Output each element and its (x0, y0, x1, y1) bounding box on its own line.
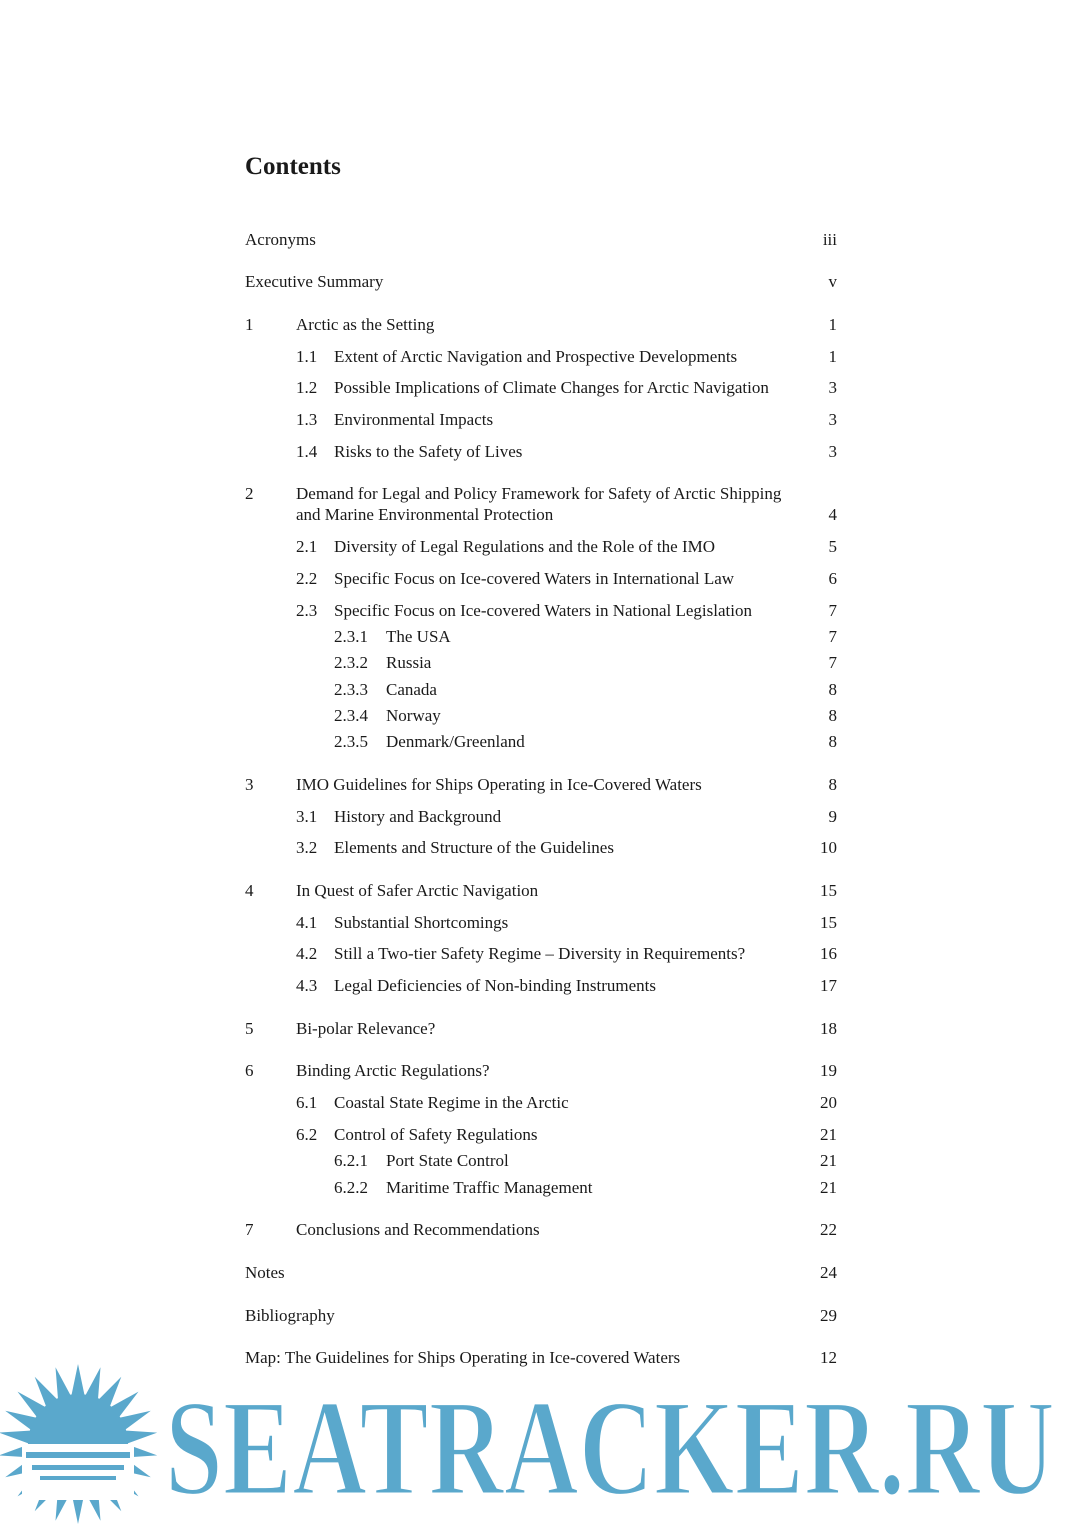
toc-entry-number: 2.3 (296, 601, 318, 620)
toc-entry-title: Legal Deficiencies of Non-binding Instruments (334, 976, 656, 995)
toc-entry-number: 3.1 (296, 807, 318, 826)
toc-entry-page: 5 (828, 537, 837, 556)
toc-entry-page: 15 (820, 881, 837, 900)
page-title: Contents (245, 153, 341, 180)
toc-entry-page: 1 (828, 347, 837, 366)
toc-entry-title: Conclusions and Recommendations (296, 1220, 540, 1239)
toc-entry-title: Acronyms (245, 230, 316, 249)
toc-entry-title: Denmark/Greenland (386, 732, 525, 751)
toc-entry-number: 2.2 (296, 569, 318, 588)
toc-entry-number: 2.3.5 (334, 732, 368, 751)
toc-entry-title: Substantial Shortcomings (334, 913, 509, 932)
toc-entry-page: 4 (828, 505, 837, 524)
toc-entry-page: 24 (820, 1263, 837, 1282)
toc-entry-title: Bi-polar Relevance? (296, 1019, 436, 1038)
toc-entry-page: 16 (820, 944, 837, 963)
toc-entry-page: 7 (828, 627, 837, 646)
toc-entry-title: Control of Safety Regulations (334, 1125, 538, 1144)
toc-entry-number: 1.1 (296, 347, 318, 366)
toc-entry-page: 17 (820, 976, 837, 995)
toc-entry-page: 19 (820, 1061, 837, 1080)
toc-entry-number: 2.3.4 (334, 706, 368, 725)
toc-entry-number: 2.3.2 (334, 653, 368, 672)
sun-icon (0, 1364, 157, 1524)
toc-entry-page: 10 (820, 838, 837, 857)
toc-entry-title: Russia (386, 653, 432, 672)
watermark-text: SEATRACKER.RU (165, 1371, 1055, 1524)
toc-entry-number: 2 (245, 484, 254, 503)
toc-entry-title: Map: The Guidelines for Ships Operating in Ice-covered Waters (245, 1348, 681, 1367)
toc-entry-number: 4 (245, 881, 254, 900)
toc-entry-page: 3 (828, 410, 837, 429)
toc-entry-title: Risks to the Safety of Lives (334, 442, 523, 461)
toc-entry-page: 21 (820, 1151, 837, 1170)
toc-entry-title: IMO Guidelines for Ships Operating in Ice-Covered Waters (296, 775, 702, 794)
toc-entry-page: 7 (828, 601, 837, 620)
toc-entry-number: 6.2.2 (334, 1178, 368, 1197)
toc-entry-number: 4.2 (296, 944, 318, 963)
toc-entry-number: 1.3 (296, 410, 318, 429)
toc-entry-page: 15 (820, 913, 837, 932)
toc-entry-number: 2.3.1 (334, 627, 368, 646)
toc-entry-page: 21 (820, 1125, 837, 1144)
table-of-contents (245, 0, 837, 1400)
toc-entry-page: iii (822, 230, 837, 249)
toc-entry-number: 6.2.1 (334, 1151, 368, 1170)
toc-entry-title: Norway (386, 706, 441, 725)
toc-entry-title: Environmental Impacts (334, 410, 494, 429)
toc-entry-title: The USA (386, 627, 451, 646)
toc-entry-number: 4.1 (296, 913, 318, 932)
toc-entry-number: 4.3 (296, 976, 318, 995)
toc-entry-title: Possible Implications of Climate Changes for Arctic Navigation (334, 378, 769, 397)
toc-entry-title: Canada (386, 680, 437, 699)
toc-entry-title: Extent of Arctic Navigation and Prospective Developments (334, 347, 738, 366)
toc-entry-page: 3 (828, 378, 837, 397)
toc-entry-number: 6.2 (296, 1125, 318, 1144)
toc-entry-number: 2.1 (296, 537, 318, 556)
toc-entry-title: Still a Two-tier Safety Regime – Diversity in Requirements? (334, 944, 746, 963)
toc-entry-title: Coastal State Regime in the Arctic (334, 1093, 569, 1112)
toc-entry-page: 9 (828, 807, 837, 826)
toc-entry-page: 8 (828, 732, 837, 751)
toc-entry-number: 3.2 (296, 838, 318, 857)
toc-entry-number: 6.1 (296, 1093, 318, 1112)
toc-entry-page: 6 (828, 569, 837, 588)
toc-entry-title: Bibliography (245, 1306, 335, 1325)
toc-entry-page: 8 (828, 680, 837, 699)
toc-entry-title: Demand for Legal and Policy Framework for Safety of Arctic Shipping (296, 484, 782, 503)
toc-entry-title: Diversity of Legal Regulations and the Role of the IMO (334, 537, 715, 556)
toc-entry-page: 7 (828, 653, 837, 672)
toc-entry-title: Notes (245, 1263, 285, 1282)
watermark (0, 1362, 1080, 1527)
toc-entry-title: In Quest of Safer Arctic Navigation (296, 881, 539, 900)
toc-entry-number: 3 (245, 775, 254, 794)
toc-entry-page: 3 (828, 442, 837, 461)
toc-entry-title: Specific Focus on Ice-covered Waters in National Legislation (334, 601, 752, 620)
toc-entry-page: 29 (820, 1306, 837, 1325)
toc-entry-page: 8 (828, 706, 837, 725)
toc-entry-title: Specific Focus on Ice-covered Waters in International Law (334, 569, 735, 588)
toc-entry-number: 7 (245, 1220, 254, 1239)
toc-entry-number: 6 (245, 1061, 254, 1080)
toc-entry-title: Elements and Structure of the Guidelines (334, 838, 614, 857)
toc-entry-page: 1 (828, 315, 837, 334)
toc-entry-page: 18 (820, 1019, 837, 1038)
toc-entry-title: Maritime Traffic Management (386, 1178, 593, 1197)
toc-entry-page: 12 (820, 1348, 837, 1367)
toc-entry-number: 1.4 (296, 442, 318, 461)
toc-entry-number: 2.3.3 (334, 680, 368, 699)
toc-entry-title: Binding Arctic Regulations? (296, 1061, 490, 1080)
toc-entry-number: 5 (245, 1019, 254, 1038)
toc-entry-title: Arctic as the Setting (296, 315, 435, 334)
toc-entry-number: 1.2 (296, 378, 318, 397)
toc-entry-title: History and Background (334, 807, 502, 826)
toc-entry-page: 22 (820, 1220, 837, 1239)
toc-entry-title: Executive Summary (245, 272, 384, 291)
toc-entry-page: v (828, 272, 837, 291)
toc-entry-page: 21 (820, 1178, 837, 1197)
toc-entry-number: 1 (245, 315, 254, 334)
toc-entry-title-continued: and Marine Environmental Protection (296, 505, 554, 524)
toc-entry-page: 8 (828, 775, 837, 794)
toc-entry-title: Port State Control (386, 1151, 509, 1170)
toc-entry-page: 20 (820, 1093, 837, 1112)
